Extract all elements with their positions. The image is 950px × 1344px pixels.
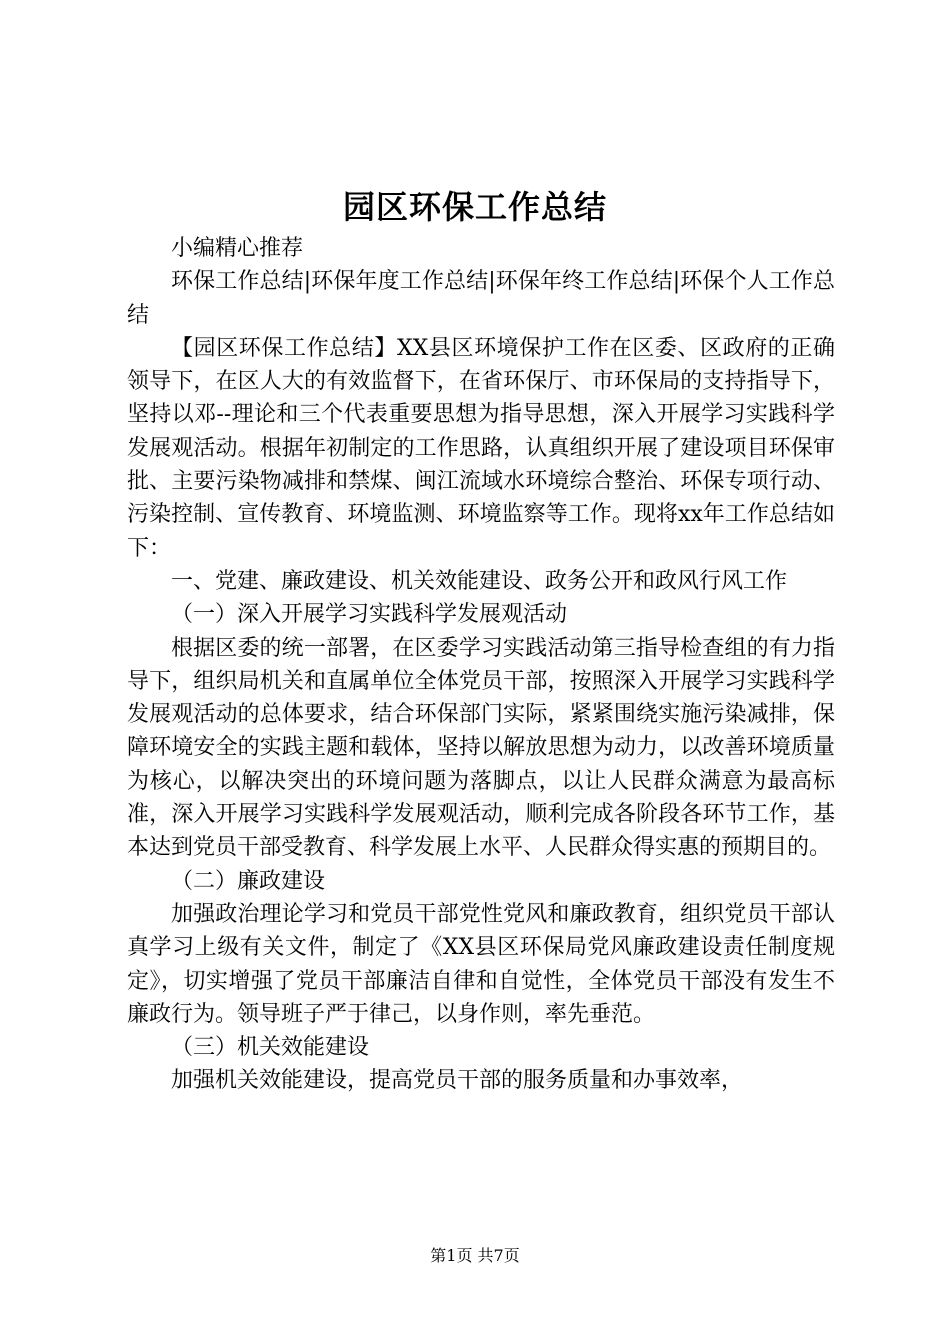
subsection-heading-1: （一）深入开展学习实践科学发展观活动 (171, 602, 568, 628)
subsection-heading-2: （二）廉政建设 (171, 868, 326, 894)
paragraph-study-practice: 根据区委的统一部署，在区委学习实践活动第三指导检查组的有力指导下，组织局机关和直属单位全体党员干部，按照深入开展学习实践科学发展观活动的总体要求，结合环保部门实际，紧紧围绕实施污染减排，保障环境安全的实践主题和载体，坚持以解放思想为动力，以改善环境质量为核心，以解决突出的环境问题为落脚点，以让人民群众满意为最高标准，深入开展学习实践科学发展观活动，顺利完成各阶段各环节工作，基本达到党员干部受教育、科学发展上水平、人民群众得实惠的预期目的。 (127, 635, 835, 861)
paragraph-recommend: 小编精心推荐 (171, 236, 304, 261)
paragraph-intro: 【园区环保工作总结】XX县区环境保护工作在区委、区政府的正确领导下，在区人大的有效监督下，在省环保厅、市环保局的支持指导下，坚持以邓--理论和三个代表重要思想为指导思想，深入开展学习实践科学发展观活动。根据年初制定的工作思路，认真组织开展了建设项目环保审批、主要污染物减排和禁煤、闽江流域水环境综合整治、环保专项行动、污染控制、宣传教育、环境监测、环境监察等工作。现将xx年工作总结如下： (127, 335, 835, 561)
paragraph-efficiency: 加强机关效能建设，提高党员干部的服务质量和办事效率， (171, 1068, 744, 1094)
section-heading-1: 一、党建、廉政建设、机关效能建设、政务公开和政风行风工作 (171, 568, 788, 594)
subsection-heading-3: （三）机关效能建设 (171, 1035, 370, 1061)
paragraph-integrity: 加强政治理论学习和党员干部党性党风和廉政教育，组织党员干部认真学习上级有关文件，制定了《XX县区环保局党风廉政建设责任制度规定》，切实增强了党员干部廉洁自律和自觉性，全体党员干部没有发生不廉政行为。领导班子严于律己，以身作则，率先垂范。 (127, 901, 835, 1027)
paragraph-related-links: 环保工作总结|环保年度工作总结|环保年终工作总结|环保个人工作总结 (127, 269, 835, 328)
document-title: 园区环保工作总结 (342, 188, 607, 226)
page-footer: 第1页 共7页 (430, 1246, 520, 1265)
document-body (127, 232, 835, 1098)
